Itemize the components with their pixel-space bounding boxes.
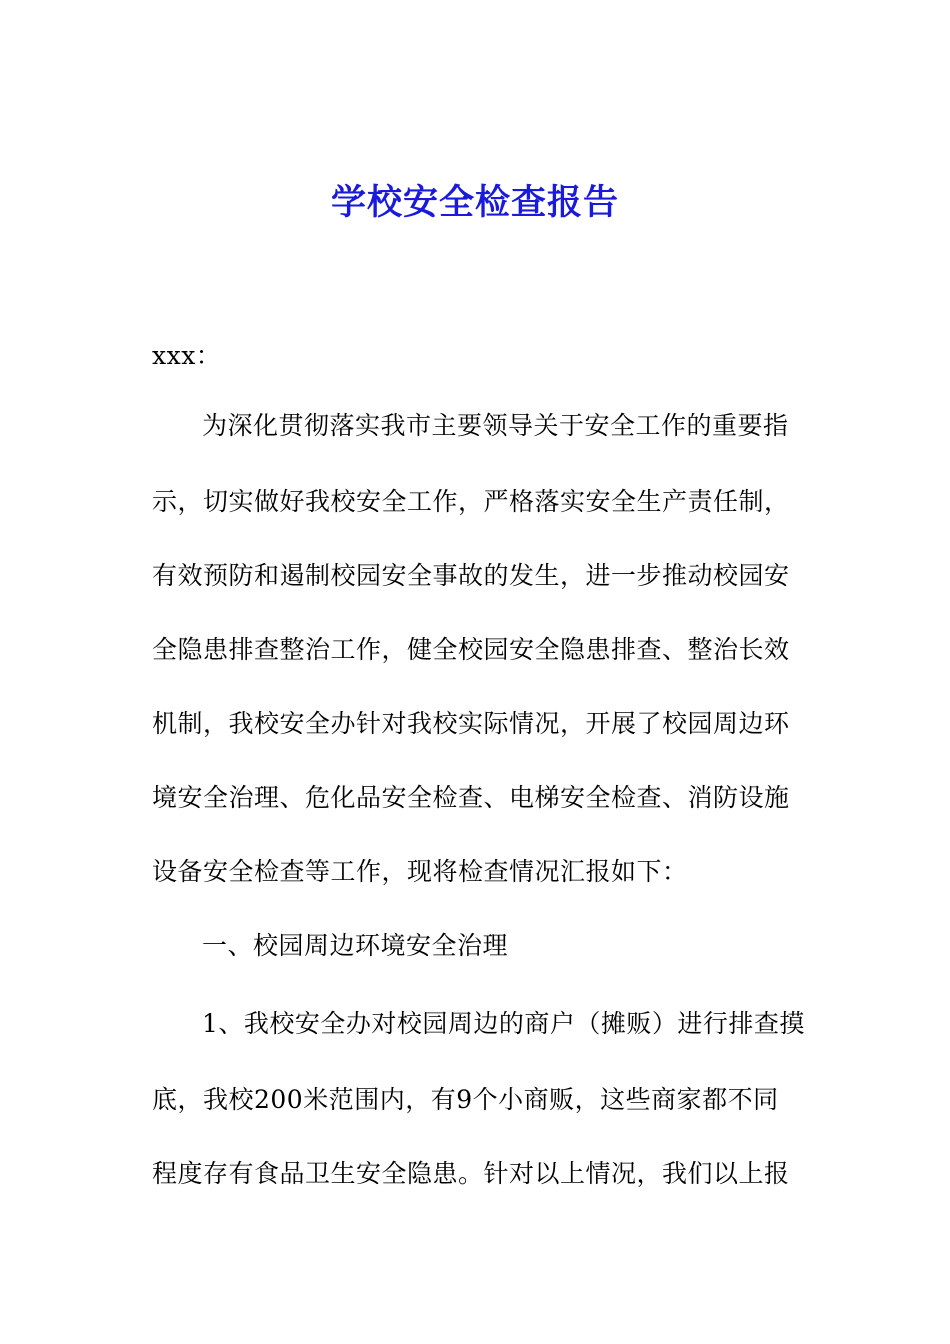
- paragraph-line: 程度存有食品卫生安全隐患。针对以上情况，我们以上报: [152, 1159, 790, 1188]
- paragraph-line: 有效预防和遏制校园安全事故的发生，进一步推动校园安: [152, 561, 790, 590]
- paragraph-line: 1、我校安全办对校园周边的商户（摊贩）进行排查摸: [202, 1009, 805, 1038]
- paragraph-line: 机制，我校安全办针对我校实际情况，开展了校园周边环: [152, 709, 790, 738]
- paragraph-line: 为深化贯彻落实我市主要领导关于安全工作的重要指: [202, 411, 789, 440]
- paragraph-line: 境安全治理、危化品安全检查、电梯安全检查、消防设施: [152, 783, 790, 812]
- paragraph-line: 全隐患排查整治工作，健全校园安全隐患排查、整治长效: [152, 635, 790, 664]
- paragraph-line: 示，切实做好我校安全工作，严格落实安全生产责任制，: [152, 487, 790, 516]
- document-title: 学校安全检查报告: [330, 183, 619, 223]
- paragraph-line: 设备安全检查等工作，现将检查情况汇报如下：: [152, 857, 688, 886]
- salutation: xxx：: [152, 341, 222, 370]
- paragraph-line: 底，我校200米范围内，有9个小商贩，这些商家都不同: [152, 1085, 779, 1114]
- section-heading: 一、校园周边环境安全治理: [202, 931, 509, 960]
